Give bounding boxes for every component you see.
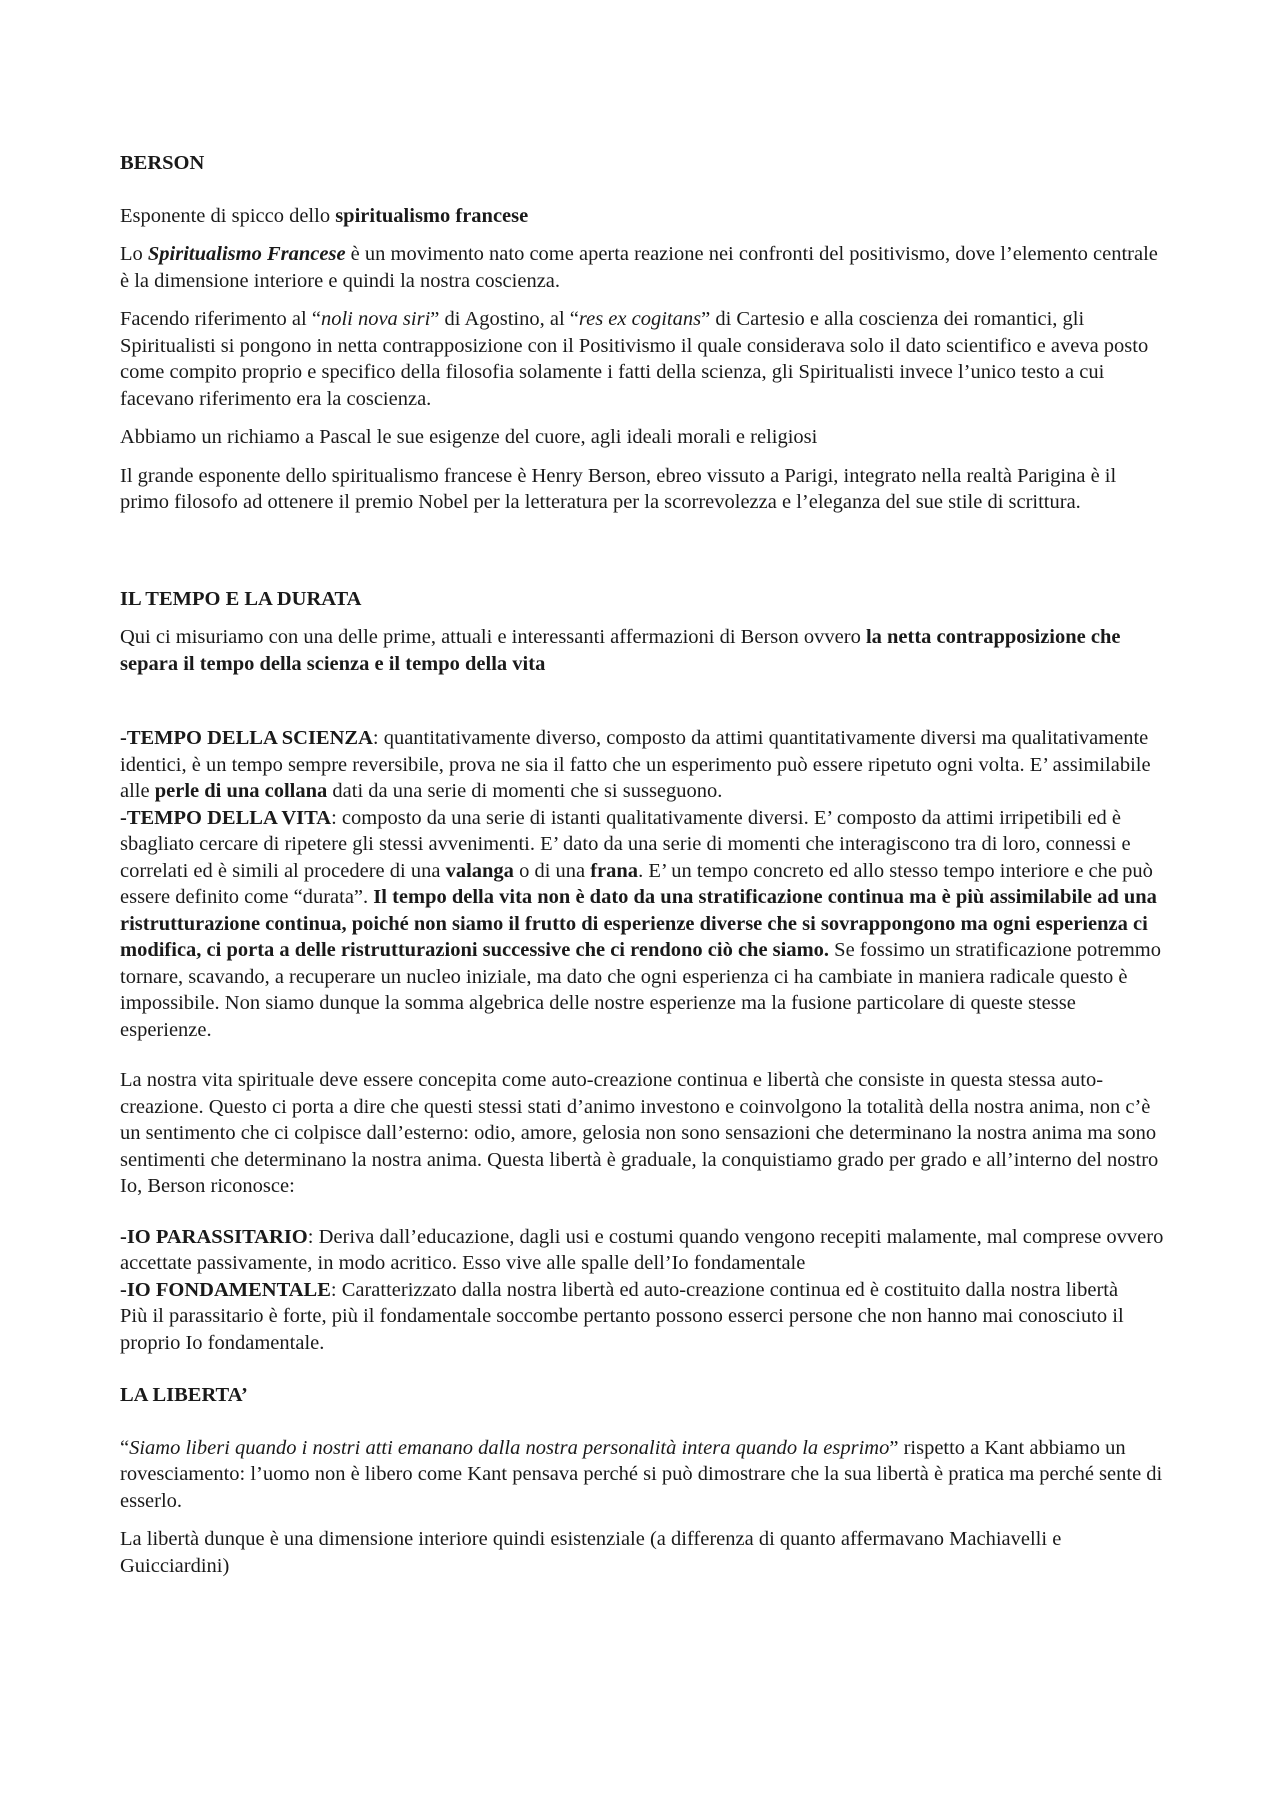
text-run: ” di Cartesio e alla coscienza dei romantici, gli Spiritualisti si pongono in netta contrapposizione con il Positivismo il quale considerava solo il dato scientifico e aveva posto come compito proprio e specifico della filosofia solamente i fatti della scienza, gli Spiritualisti invece l’unico testo a cui facevano riferimento era la coscienza. [120, 308, 1149, 410]
text-run: Qui ci misuriamo con una delle prime, attuali e interessanti affermazioni di Berson ovvero [120, 626, 866, 648]
text-run: Lo [120, 243, 148, 265]
paragraph-pascal: Abbiamo un richiamo a Pascal le sue esigenze del cuore, agli ideali morali e religiosi [120, 426, 818, 448]
text-run: : quantitativamente diverso, composto da attimi quantitativamente diversi ma qualitativamente identici, è un tempo sempre reversibile, prova ne sia il fatto che un esperimento può essere ripetuto ogni volta. E’ assimilabile alle [120, 727, 1151, 802]
text-run: ” rispetto a Kant abbiamo un rovesciamento: l’uomo non è libero come Kant pensava perché si può dimostrare che la sua libertà è pratica ma perché sente di esserlo. [120, 1436, 1163, 1512]
bold-run: -IO PARASSITARIO [120, 1225, 308, 1248]
doc-title: BERSON [120, 152, 205, 174]
text-run: Facendo riferimento al “ [120, 308, 321, 330]
paragraph-tempo-vita [120, 805, 1170, 1044]
bold-run: valanga [445, 859, 514, 882]
paragraph-spiritualismo [120, 241, 1170, 294]
paragraph-riferimenti [120, 306, 1170, 412]
bold-run: frana [590, 859, 639, 882]
text-run: Esponente di spicco dello [120, 204, 336, 227]
paragraph-vita-spirituale: La nostra vita spirituale deve essere concepita come auto-creazione continua e libertà che consiste in questa stessa auto-creazione. Questo ci porta a dire che questi stessi stati d’animo investono e coinvolgono la totalità della nostra anima, non c’è un sentimento che ci colpisce dall’esterno: odio, amore, gelosia non sono sensazioni che determinano la nostra anima ma sono sentimenti che determinano la nostra anima. Questa libertà è graduale, la conquistiamo grado per grado e all’interno del nostro Io, Berson riconosce: [120, 1069, 1159, 1197]
paragraph-io-parassitario [120, 1224, 1170, 1277]
bold-italic-run: Spiritualismo Francese [147, 243, 346, 265]
heading-tempo-durata: IL TEMPO E LA DURATA [120, 587, 362, 610]
paragraph-berson: Il grande esponente dello spiritualismo francese è Henry Berson, ebreo vissuto a Parigi, integrato nella realtà Parigina è il primo filosofo ad ottenere il premio Nobel per la letteratura per la scorrevolezza e l’eleganza del sue stile di scrittura. [120, 464, 1117, 513]
bold-run: -TEMPO DELLA VITA [120, 806, 332, 829]
italic-run: res ex cogitans [578, 308, 702, 330]
text-run: dati da una serie di momenti che si susseguono. [327, 780, 723, 802]
italic-run: noli nova siri [320, 308, 431, 330]
document-body [120, 150, 1170, 1579]
text-run: è un movimento nato come aperta reazione nei confronti del positivismo, dove l’elemento centrale è la dimensione interiore e quindi la nostra coscienza. [120, 243, 1158, 292]
intro-paragraph [120, 203, 1170, 230]
text-run: : composto da una serie di istanti qualitativamente diversi. E’ composto da attimi irripetibili ed è sbagliato cercare di ripetere gli stessi avvenimenti. E’ dato da una serie di momenti che interagiscono tra di loro, connessi e correlati ed è simili al procedere di una [120, 806, 1131, 882]
paragraph-parassitario-forte: Più il parassitario è forte, più il fondamentale soccombe pertanto possono esserci persone che non hanno mai conosciuto il proprio Io fondamentale. [120, 1305, 1124, 1354]
text-run: ” di Agostino, al “ [430, 308, 579, 330]
paragraph-tempo-scienza [120, 725, 1170, 805]
text-run: : Caratterizzato dalla nostra libertà ed auto-creazione continua ed è costituito dalla nostra libertà [330, 1278, 1119, 1301]
text-run: “ [120, 1436, 130, 1459]
bold-run: -IO FONDAMENTALE [120, 1278, 331, 1301]
bold-run: spiritualismo francese [335, 204, 529, 227]
text-run: o di una [513, 859, 591, 882]
paragraph-liberta-interiore: La libertà dunque è una dimensione interiore quindi esistenziale (a differenza di quanto affermavano Machiavelli e Guicciardini) [120, 1528, 1062, 1577]
bold-run: Il tempo della vita non è dato da una stratificazione continua ma è più assimilabile ad una ristrutturazione continua, poiché non siamo il frutto di esperienze diverse che si sovrappongono ma ogni esperienza ci modifica, ci porta a delle ristrutturazioni successive che ci rendono ciò che siamo. [120, 886, 1157, 961]
bold-run: -TEMPO DELLA SCIENZA [120, 727, 373, 749]
paragraph-citazione [120, 1435, 1170, 1515]
heading-liberta: LA LIBERTA’ [120, 1384, 248, 1406]
bold-run: la netta contrapposizione che separa il tempo della scienza e il tempo della vita [120, 626, 1121, 675]
italic-run: Siamo liberi quando i nostri atti emanano dalla nostra personalità intera quando la esprimo [129, 1436, 890, 1459]
paragraph-contrapposizione [120, 624, 1170, 677]
text-run: : Deriva dall’educazione, dagli usi e costumi quando vengono recepiti malamente, mal comprese ovvero accettate passivamente, in modo acritico. Esso vive alle spalle dell’Io fondamentale [120, 1225, 1164, 1274]
text-run: . E’ un tempo concreto ed allo stesso tempo interiore e che può essere definito come “durata”. [120, 859, 1153, 908]
bold-run: perle di una collana [154, 780, 328, 802]
text-run: Se fossimo un stratificazione potremmo tornare, scavando, a recuperare un nucleo iniziale, ma dato che ogni esperienza ci ha cambiate in maniera radicale questo è impossibile. Non siamo dunque la somma algebrica delle nostre esperienze ma la fusione particolare di queste stesse esperienze. [120, 939, 1161, 1041]
paragraph-io-fondamentale [120, 1277, 1170, 1304]
